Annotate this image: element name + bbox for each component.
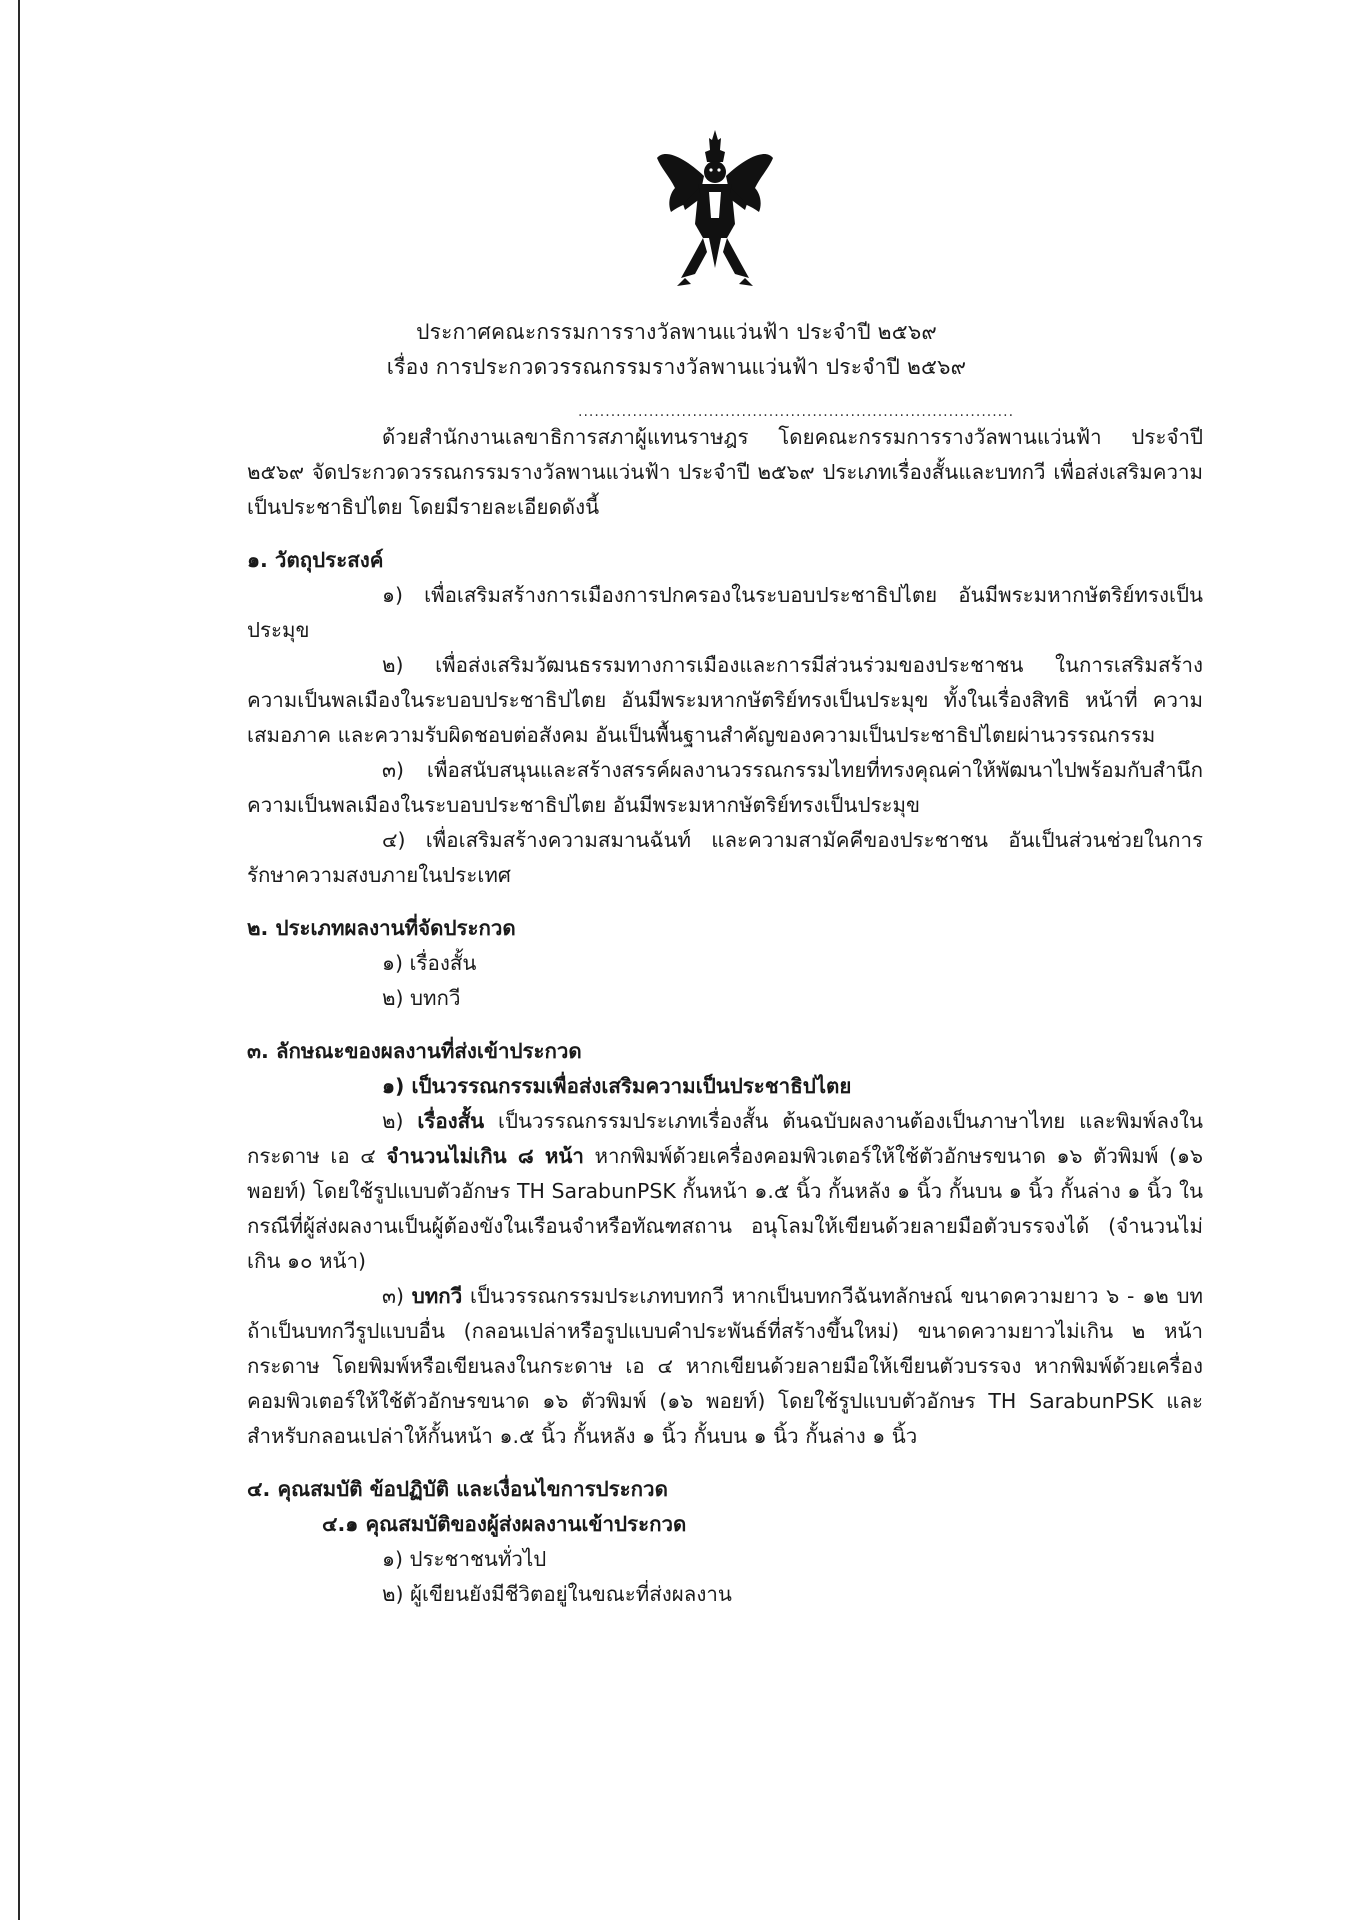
item-label: เรื่องสั้น: [417, 1109, 485, 1133]
item-number: ๒): [382, 1109, 418, 1133]
announcement-title: ประกาศคณะกรรมการรางวัลพานแว่นฟ้า ประจำปี ๒๕๖๙: [416, 320, 937, 344]
section-4-1-heading: ๔.๑ คุณสมบัติของผู้ส่งผลงานเข้าประกวด: [322, 1512, 687, 1536]
title-divider: ................................................................................: [578, 404, 1015, 420]
section-1-heading: ๑. วัตถุประสงค์: [247, 548, 384, 572]
item-text: เป็นวรรณกรรมประเภทบทกวี หากเป็นบทกวีฉันทลักษณ์ ขนาดความยาว ๖ - ๑๒ บท ถ้าเป็นบทกวีรูปแบบอื่น (กลอนเปล่าหรือรูปแบบคำประพันธ์ที่สร้างขึ้นใหม่) ขนาดความยาวไม่เกิน ๒ หน้ากระดาษ โดยพิมพ์หรือเขียนลงในกระดาษ เอ ๔ หากเขียนด้วยลายมือให้เขียนตัวบรรจง หากพิมพ์ด้วยเครื่องคอมพิวเตอร์ให้ใช้ตัวอักษรขนาด ๑๖ ตัวพิมพ์ (๑๖ พอยท์) โดยใช้รูปแบบตัวอักษร TH SarabunPSK และสำหรับกลอนเปล่าให้กั้นหน้า ๑.๕ นิ้ว กั้นหลัง ๑ นิ้ว กั้นบน ๑ นิ้ว กั้นล่าง ๑ นิ้ว: [247, 1284, 1203, 1448]
document-body: [247, 420, 1203, 1612]
section-3-heading: ๓. ลักษณะของผลงานที่ส่งเข้าประกวด: [247, 1039, 582, 1063]
section-2-heading: ๒. ประเภทผลงานที่จัดประกวด: [247, 916, 516, 940]
item-label: บทกวี: [411, 1284, 463, 1308]
section-1-item: ๒) เพื่อส่งเสริมวัฒนธรรมทางการเมืองและการมีส่วนร่วมของประชาชน ในการเสริมสร้างความเป็นพลเมืองในระบอบประชาธิปไตย อันมีพระมหากษัตริย์ทรงเป็นประมุข ทั้งในเรื่องสิทธิ หน้าที่ ความเสมอภาค และความรับผิดชอบต่อสังคม อันเป็นพื้นฐานสำคัญของความเป็นประชาธิปไตยผ่านวรรณกรรม: [247, 653, 1203, 747]
page-edge-line: [18, 0, 20, 1920]
section-4-heading: ๔. คุณสมบัติ ข้อปฏิบัติ และเงื่อนไขการประกวด: [247, 1477, 668, 1501]
announcement-subject: เรื่อง การประกวดวรรณกรรมรางวัลพานแว่นฟ้า ประจำปี ๒๕๖๙: [386, 355, 967, 379]
section-3-item-1: ๑) เป็นวรรณกรรมเพื่อส่งเสริมความเป็นประชาธิปไตย: [382, 1074, 852, 1098]
section-1-item: ๔) เพื่อเสริมสร้างความสมานฉันท์ และความสามัคคีของประชาชน อันเป็นส่วนช่วยในการรักษาความสงบภายในประเทศ: [247, 828, 1203, 887]
section-4-item: ๑) ประชาชนทั่วไป: [382, 1547, 547, 1571]
section-3-item-2: [247, 1104, 1203, 1279]
item-emphasis: จำนวนไม่เกิน ๘ หน้า: [386, 1144, 584, 1168]
item-text: เป็นวรรณกรรมประเภทเรื่องสั้น ต้นฉบับผลงานต้องเป็นภาษาไทย และพิมพ์ลงในกระดาษ เอ ๔: [247, 1109, 1203, 1168]
section-3-item-3: [247, 1279, 1203, 1454]
section-1-item: ๓) เพื่อสนับสนุนและสร้างสรรค์ผลงานวรรณกรรมไทยที่ทรงคุณค่าให้พัฒนาไปพร้อมกับสำนึกความเป็นพลเมืองในระบอบประชาธิปไตย อันมีพระมหากษัตริย์ทรงเป็นประมุข: [247, 758, 1203, 817]
item-number: ๓): [382, 1284, 412, 1308]
garuda-emblem-icon: [655, 128, 775, 288]
section-2-item: ๒) บทกวี: [382, 986, 461, 1010]
section-1-item: ๑) เพื่อเสริมสร้างการเมืองการปกครองในระบอบประชาธิปไตย อันมีพระมหากษัตริย์ทรงเป็นประมุข: [247, 583, 1203, 642]
item-text: หากพิมพ์ด้วยเครื่องคอมพิวเตอร์ให้ใช้ตัวอักษรขนาด ๑๖ ตัวพิมพ์ (๑๖ พอยท์) โดยใช้รูปแบบตัวอักษร TH SarabunPSK กั้นหน้า ๑.๕ นิ้ว กั้นหลัง ๑ นิ้ว กั้นบน ๑ นิ้ว กั้นล่าง ๑ นิ้ว ในกรณีที่ผู้ส่งผลงานเป็นผู้ต้องขังในเรือนจำหรือทัณฑสถาน อนุโลมให้เขียนด้วยลายมือตัวบรรจงได้ (จำนวนไม่เกิน ๑๐ หน้า): [247, 1144, 1204, 1273]
section-4-item: ๒) ผู้เขียนยังมีชีวิตอยู่ในขณะที่ส่งผลงาน: [382, 1582, 732, 1606]
section-2-item: ๑) เรื่องสั้น: [382, 951, 477, 975]
intro-paragraph: ด้วยสำนักงานเลขาธิการสภาผู้แทนราษฎร โดยคณะกรรมการรางวัลพานแว่นฟ้า ประจำปี ๒๕๖๙ จัดประกวดวรรณกรรมรางวัลพานแว่นฟ้า ประจำปี ๒๕๖๙ ประเภทเรื่องสั้นและบทกวี เพื่อส่งเสริมความเป็นประชาธิปไตย โดยมีรายละเอียดดังนี้: [247, 425, 1203, 519]
